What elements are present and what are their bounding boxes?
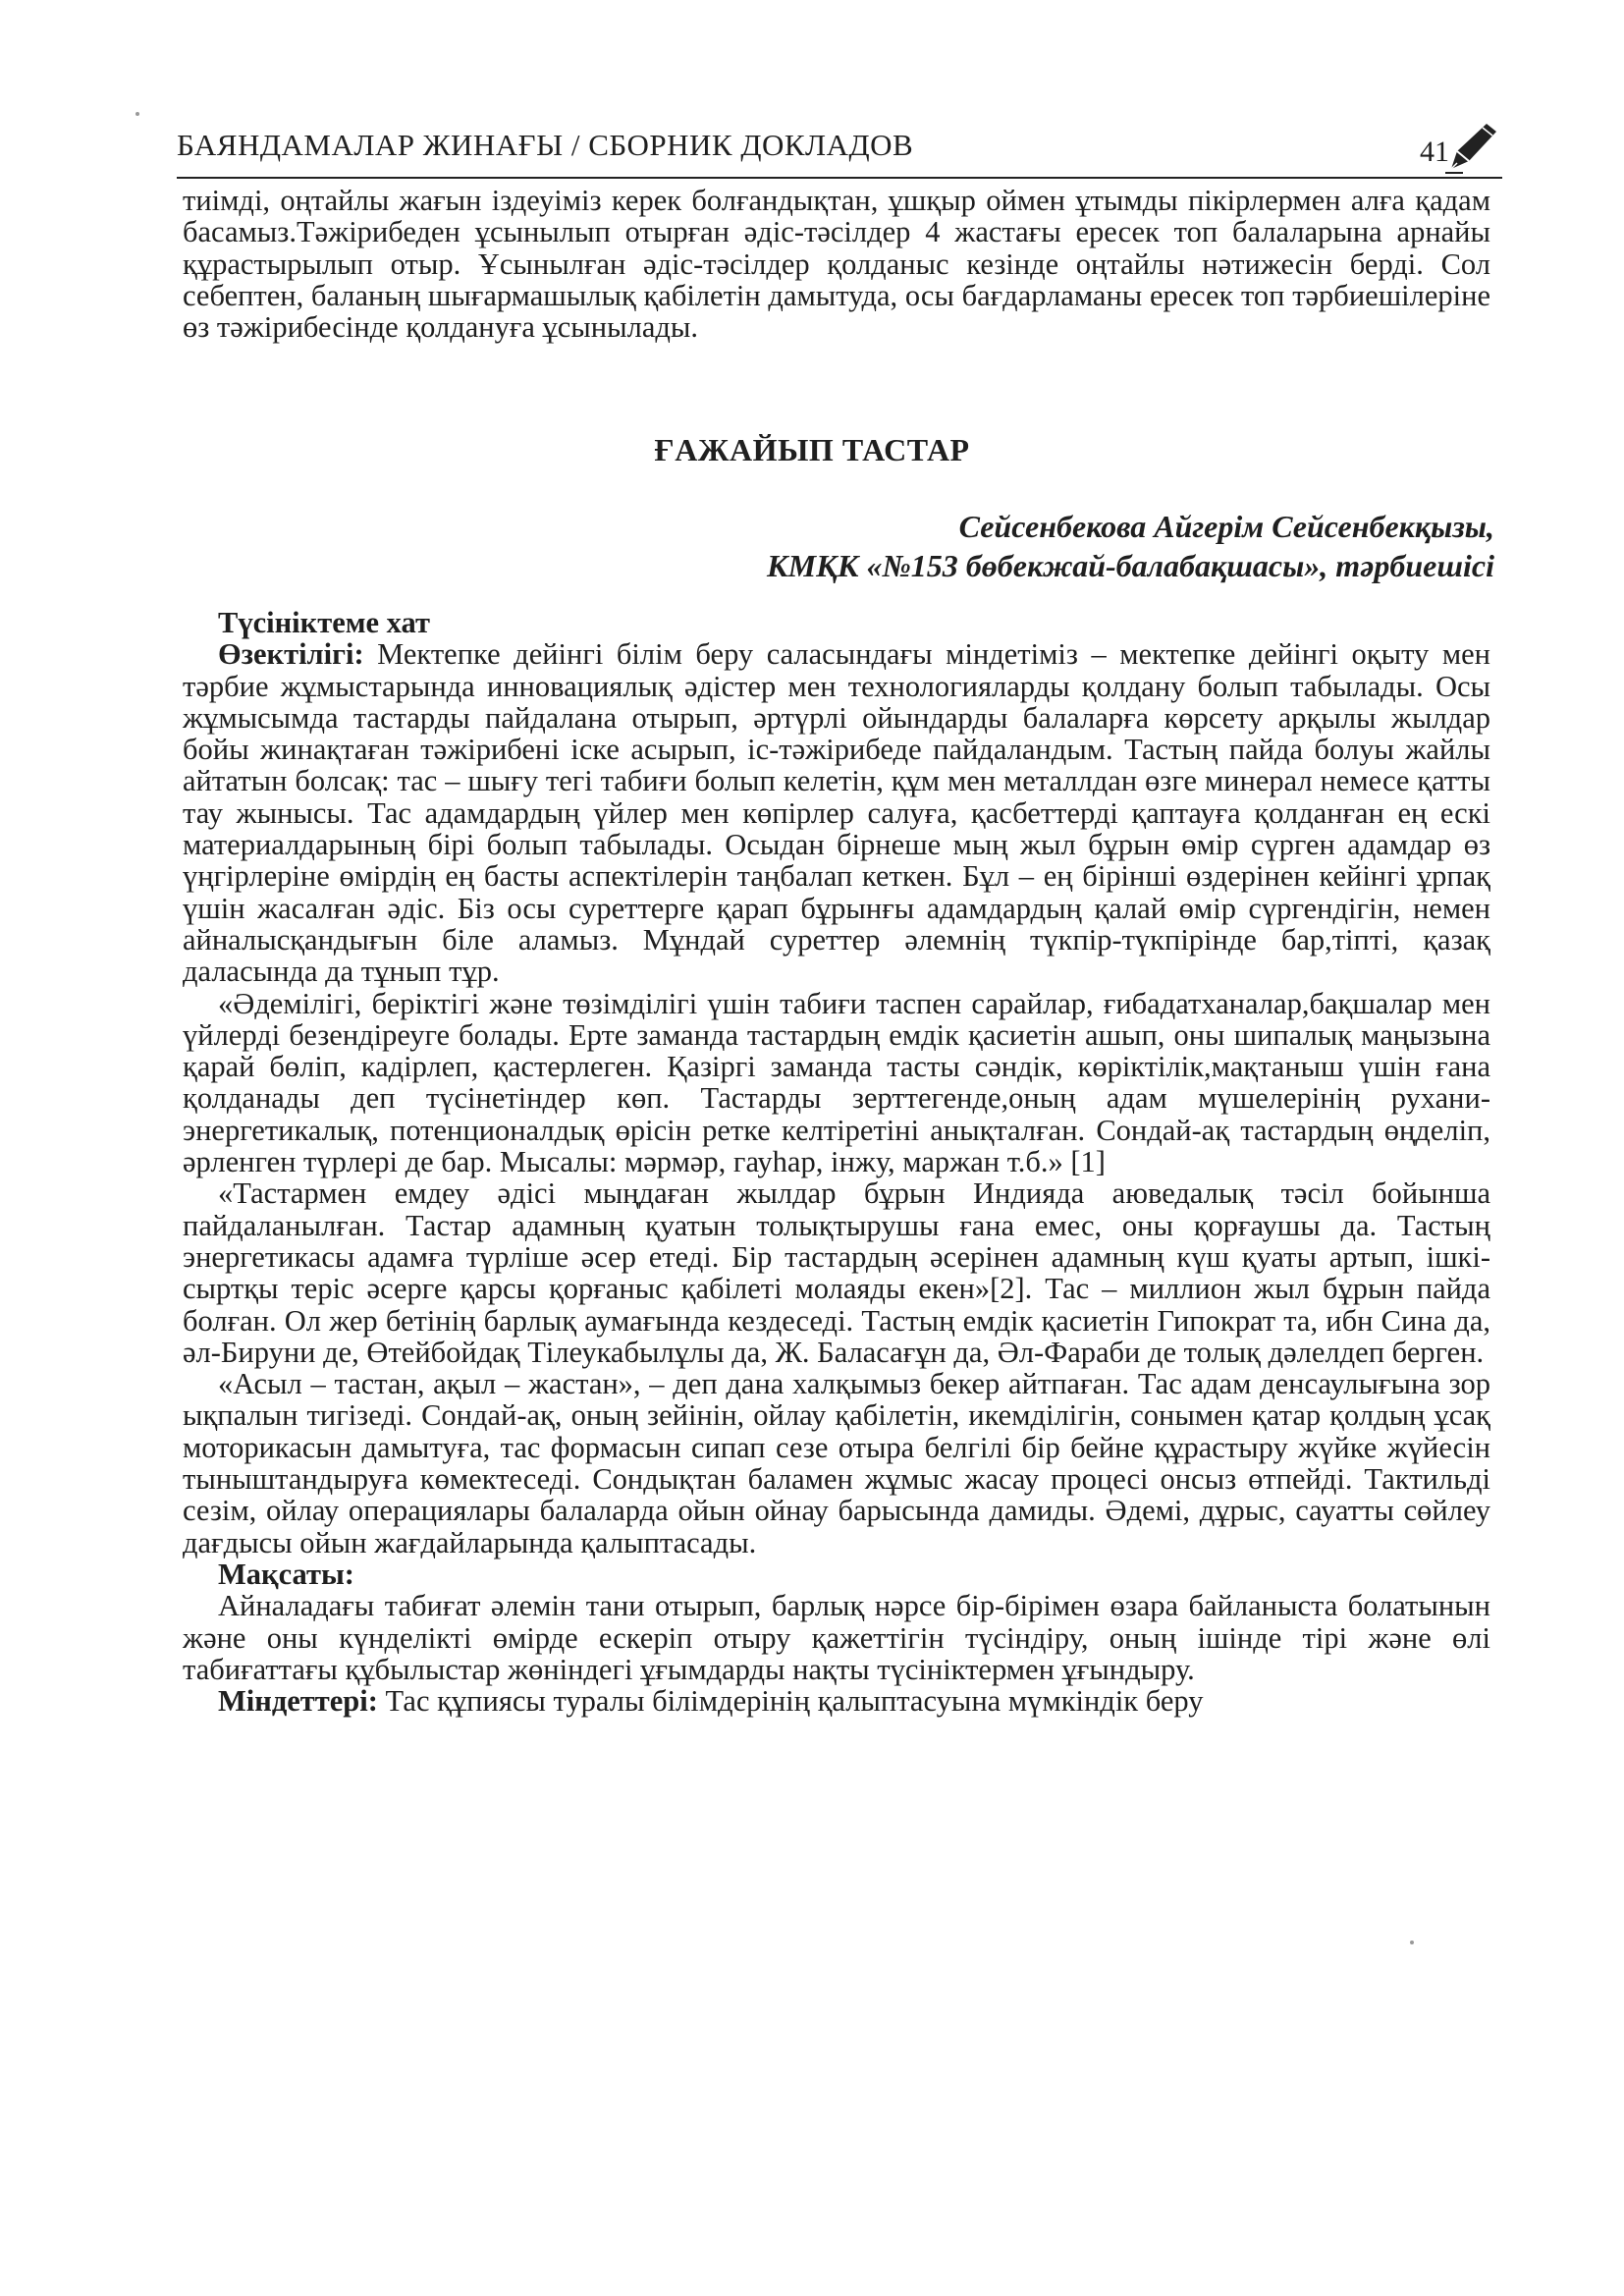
page-header [177,124,1502,173]
relevance-text: Мектепке дейінгі білім беру саласындағы міндетіміз – мектепке дейінгі оқыту мен тәрбие жұмыстарында инновациялық әдістер мен технологияларды қолдану болып табылады. Осы жұмысымда тастарды пайдалана отырып, әртүрлі ойындарды балаларға көрсету арқылы жылдар бойы жинақтаған тәжірибені іске асырып, іс-тәжірибеде пайдаландым. Тастың пайда болуы жайлы айтатын болсақ: тас – шығу тегі табиғи болып келетін, құм мен металлдан өзге минерал немесе қатты тау жынысы. Тас адамдардың үйлер мен көпірлер салуға, қасбеттерді қаптауға қолданған ең ескі материалдарының бірі болып табылады. Осыдан бірнеше мың жыл бұрын өмір сүрген адамдар өз үңгірлеріне өмірдің ең басты аспектілерін таңбалап кеткен. Бұл – ең бірінші өздерінен кейінгі ұрпақ үшін жасалған әдіс. Біз осы суреттерге қарап бұрынғы адамдардың қалай өмір сүргендігін, немен айналысқандығын біле аламыз. Мұндай суреттер әлемнің түкпір-түкпірінде бар,тіпті, қазақ даласында да тұнып тұр. [183,637,1490,989]
scan-speck [1410,1941,1414,1944]
intro-text: тиімді, оңтайлы жағын іздеуіміз керек болғандықтан, ұшқыр оймен ұтымды пікірлермен алға қадам басамыз.Тәжірибеден ұсынылып отырған әдіс-тәсілдер 4 жастағы ересек топ балаларына арнайы құрастырылып отыр. Ұсынылған әдіс-тәсілдер қолданыс кезінде оңтайлы нәтижесін берді. Сол себептен, баланың шығармашылық қабілетін дамытуда, осы бағдарламаны ересек топ тәрбиешілеріне өз тәжірибесінде қолдануға ұсынылады. [183,184,1490,345]
paragraph-4: «Асыл – тастан, ақыл – жастан», – деп дана халқымыз бекер айтпаған. Тас адам денсаулығына зор ықпалын тигізеді. Сондай-ақ, оның зейінін, ойлау қабілетін, икемділігін, сонымен қатар қолдың ұсақ моторикасын дамытуға, тас формасын сипап сезе отыра белгілі бір бейне құрастыру жүйке жүйесін тыныштандыруға көмектеседі. Сондықтан баламен жұмыс жасау процесі онсыз өтпейді. Тактильді сезім, ойлау операциялары балаларда ойын ойнау барысында дамиды. Әдемі, дұрыс, сауатты сөйлеу дағдысы ойын жағдайларында қалыптасады. [183,1367,1490,1559]
section-heading: Түсініктеме хат [218,606,430,639]
author-name: Сейсенбекова Айгерім Сейсенбекқызы, [958,509,1494,544]
goal-heading: Мақсаты: [218,1557,354,1591]
author-affiliation: КМҚК «№153 бөбекжай-балабақшасы», тәрбиешісі [766,548,1494,583]
goal-paragraph: Айналадағы табиғат әлемін тани отырып, барлық нәрсе бір-бірімен өзара байланыста болатынын және оны күнделікті өмірде ескеріп отыру қажеттігін түсіндіру, оның ішінде тірі және өлі табиғаттағы құбылыстар жөніндегі ұғымдарды нақты түсініктермен ұғындыру. [183,1589,1490,1686]
relevance-paragraph [183,638,1490,987]
tasks-text: Тас құпиясы туралы білімдерінің қалыптасуына мүмкіндік беру [377,1684,1204,1719]
article-title: ҒАЖАЙЫП ТАСТАР [654,432,970,467]
author-block [767,507,1494,585]
paragraph-3: «Тастармен емдеу әдісі мыңдаған жылдар бұрын Индияда аюведалық тәсіл бойынша пайдаланылған. Тастар адамның қуатын толықтырушы ғана емес, оны қорғаушы да. Тастың энергетикасы адамға түрліше әсер етеді. Бір тастардың әсерінен адамның күш қуаты артып, ішкі-сыртқы теріс әсерге қарсы қорғаныс қабілеті молаяды екен»[2]. Тас – миллион жыл бұрын пайда болған. Ол жер бетінің барлық аумағында кездеседі. Тастың емдік қасиетін Гипократ та, ибн Сина да, әл-Бируни де, Өтейбойдақ Тілеукабылұлы да, Ж. Баласағұн да, Әл-Фараби де толық дәлелдеп берген. [183,1176,1490,1369]
relevance-label: Өзектілігі: [218,637,364,672]
tasks-label: Міндеттері: [218,1684,378,1719]
page-number: 41 [1420,136,1449,168]
paragraph-2: «Әдемілігі, беріктігі және төзімділігі үшін табиғи таспен сарайлар, ғибадатханалар,бақшалар мен үйлерді безендіреуге болады. Ерте заманда тастардың емдік қасиетін ашып, оны шипалық маңызына қарай бөліп, кадірлеп, қастерлеген. Қазіргі заманда тасты сәндік, көріктілік,мақтаныш үшін ғана қолданады деп түсінетіндер көп. Тастарды зерттегенде,оның адам мүшелерінің рухани-энергетикалық, потенционалдық өрісін ретке келтіретіні анықталған. Сондай-ақ тастардың өңделіп, әрленген түрлері де бар. Мысалы: мәрмәр, гауһар, інжу, маржан т.б.» [1] [183,986,1490,1179]
header-title: БАЯНДАМАЛАР ЖИНАҒЫ / СБОРНИК ДОКЛАДОВ [177,128,914,162]
main-body [183,607,1490,1717]
header-divider [177,177,1502,179]
scan-speck [135,112,139,116]
tasks-paragraph [183,1685,1490,1717]
intro-paragraph [183,185,1490,343]
pen-icon [1443,118,1502,177]
